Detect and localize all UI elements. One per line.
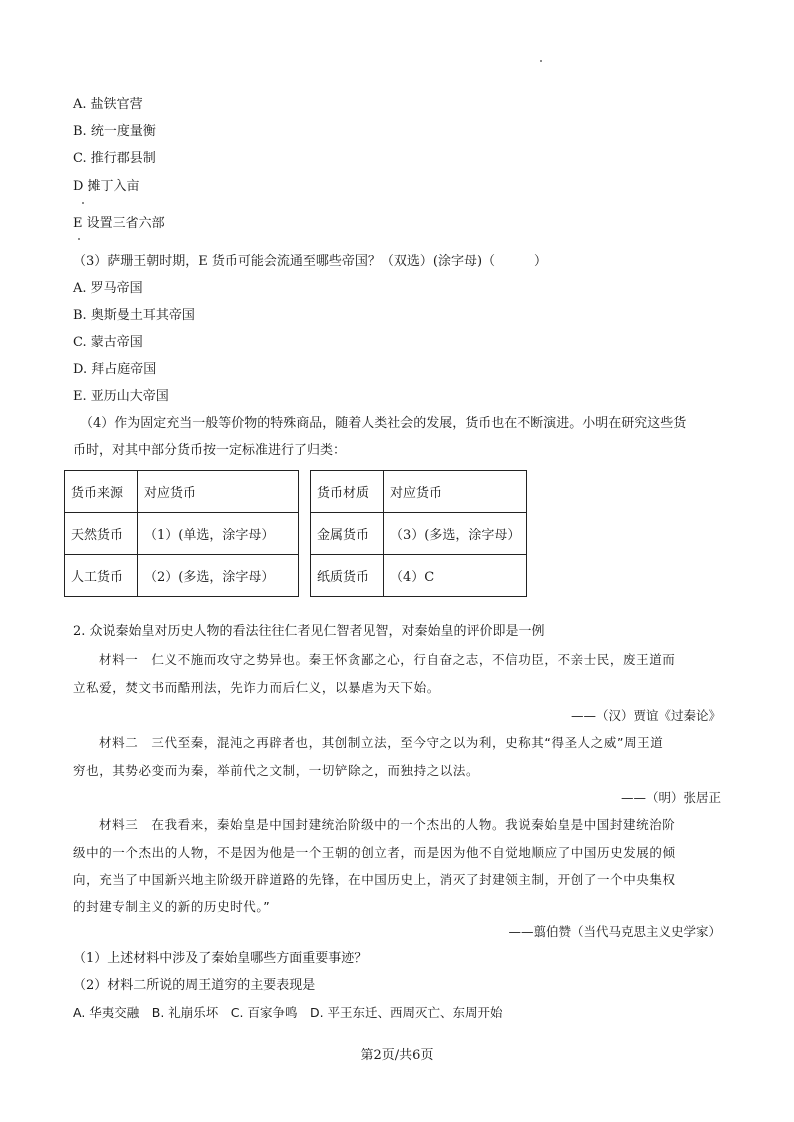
table-cell: （1）(单选，涂字母）: [138, 513, 299, 555]
table-cell: 天然货币: [65, 513, 138, 555]
q3-option-a: A. 罗马帝国: [73, 281, 143, 296]
q1-option-d: D 摊丁入亩: [73, 179, 140, 194]
q3-option-e: E. 亚历山大帝国: [73, 389, 169, 404]
table-row: [65, 471, 299, 513]
material-3-line2: 级中的一个杰出的人物，不是因为他是一个王朝的创立者，而是因为他不自觉地顺应了中国历史发展的倾: [73, 845, 676, 860]
material-1-line1: 材料一 仁义不施而攻守之势异也。秦王怀贪鄙之心，行自奋之志，不信功臣，不亲士民，废王道而: [99, 652, 676, 667]
material-3-line4: 的封建专制主义的新的历史时代。”: [73, 899, 271, 914]
page-footer: 第2页/共6页: [360, 1048, 434, 1063]
material-1-source: ——（汉）贾谊《过秦论》: [570, 708, 721, 723]
material-2-source: ——（明）张居正: [620, 790, 721, 805]
q4-stem-line1: （4）作为固定充当一般等价物的特殊商品，随着人类社会的发展，货币也在不断演进。小明在研究这些货: [80, 416, 687, 431]
q1-option-b: B. 统一度量衡: [73, 124, 156, 139]
currency-material-table: [310, 470, 527, 597]
currency-source-table: [64, 470, 299, 597]
table-cell: 纸质货币: [311, 555, 384, 597]
q3-option-c: C. 蒙古帝国: [73, 335, 143, 350]
material-2-line2: 穷也，其势必变而为秦，举前代之文制，一切铲除之，而独持之以法。: [73, 763, 480, 778]
table-header: 货币来源: [65, 471, 138, 513]
scan-dot: [78, 238, 80, 240]
table-header: 对应货币: [138, 471, 299, 513]
material-3-line3: 向，充当了中国新兴地主阶级开辟道路的先锋，在中国历史上，消灭了封建领主制，开创了一个中央集权: [73, 872, 676, 887]
table-row: [65, 513, 299, 555]
table-cell: 金属货币: [311, 513, 384, 555]
q4-stem-line2: 币时，对其中部分货币按一定标准进行了归类：: [73, 443, 347, 458]
q3-option-d: D. 拜占庭帝国: [73, 362, 157, 377]
q2-sub2: （2）材料二所说的周王道穷的主要表现是: [73, 978, 316, 993]
table-cell: （4）C: [384, 555, 527, 597]
material-3-source: ——翦伯赞（当代马克思主义史学家）: [508, 924, 721, 939]
table-header: 货币材质: [311, 471, 384, 513]
q3-option-b: B. 奥斯曼土耳其帝国: [73, 308, 195, 323]
scan-dot: [82, 202, 84, 204]
q1-option-c: C. 推行郡县制: [73, 151, 156, 166]
table-row: [65, 555, 299, 597]
scan-dot: [540, 60, 542, 62]
q2-sub2-options: A. 华夷交融 B. 礼崩乐坏 C. 百家争鸣 D. 平王东迁、西周灭亡、东周开始: [73, 1005, 503, 1020]
q1-option-a: A. 盐铁官营: [73, 97, 143, 112]
table-header: 对应货币: [384, 471, 527, 513]
table-row: [311, 513, 527, 555]
table-cell: （2）(多选，涂字母）: [138, 555, 299, 597]
table-row: [311, 471, 527, 513]
table-cell: （3）(多选，涂字母）: [384, 513, 527, 555]
table-row: [311, 555, 527, 597]
q3-stem: （3）萨珊王朝时期，E 货币可能会流通至哪些帝国？（双选）(涂字母)（ ）: [73, 254, 548, 269]
table-cell: 人工货币: [65, 555, 138, 597]
material-2-line1: 材料二 三代至秦，混沌之再辟者也，其创制立法，至今守之以为利，史称其“得圣人之威”周王道: [99, 735, 664, 750]
q2-stem: 2. 众说秦始皇对历史人物的看法往往仁者见仁智者见智，对秦始皇的评价即是一例: [73, 624, 545, 639]
q1-option-e: E 设置三省六部: [73, 216, 165, 231]
material-1-line2: 立私爱，焚文书而酷刑法，先诈力而后仁义，以暴虐为天下始。: [73, 680, 440, 695]
q2-sub1: （1）上述材料中涉及了秦始皇哪些方面重要事迹？: [73, 951, 368, 966]
material-3-line1: 材料三 在我看来，秦始皇是中国封建统治阶级中的一个杰出的人物。我说秦始皇是中国封建统治阶: [99, 817, 676, 832]
